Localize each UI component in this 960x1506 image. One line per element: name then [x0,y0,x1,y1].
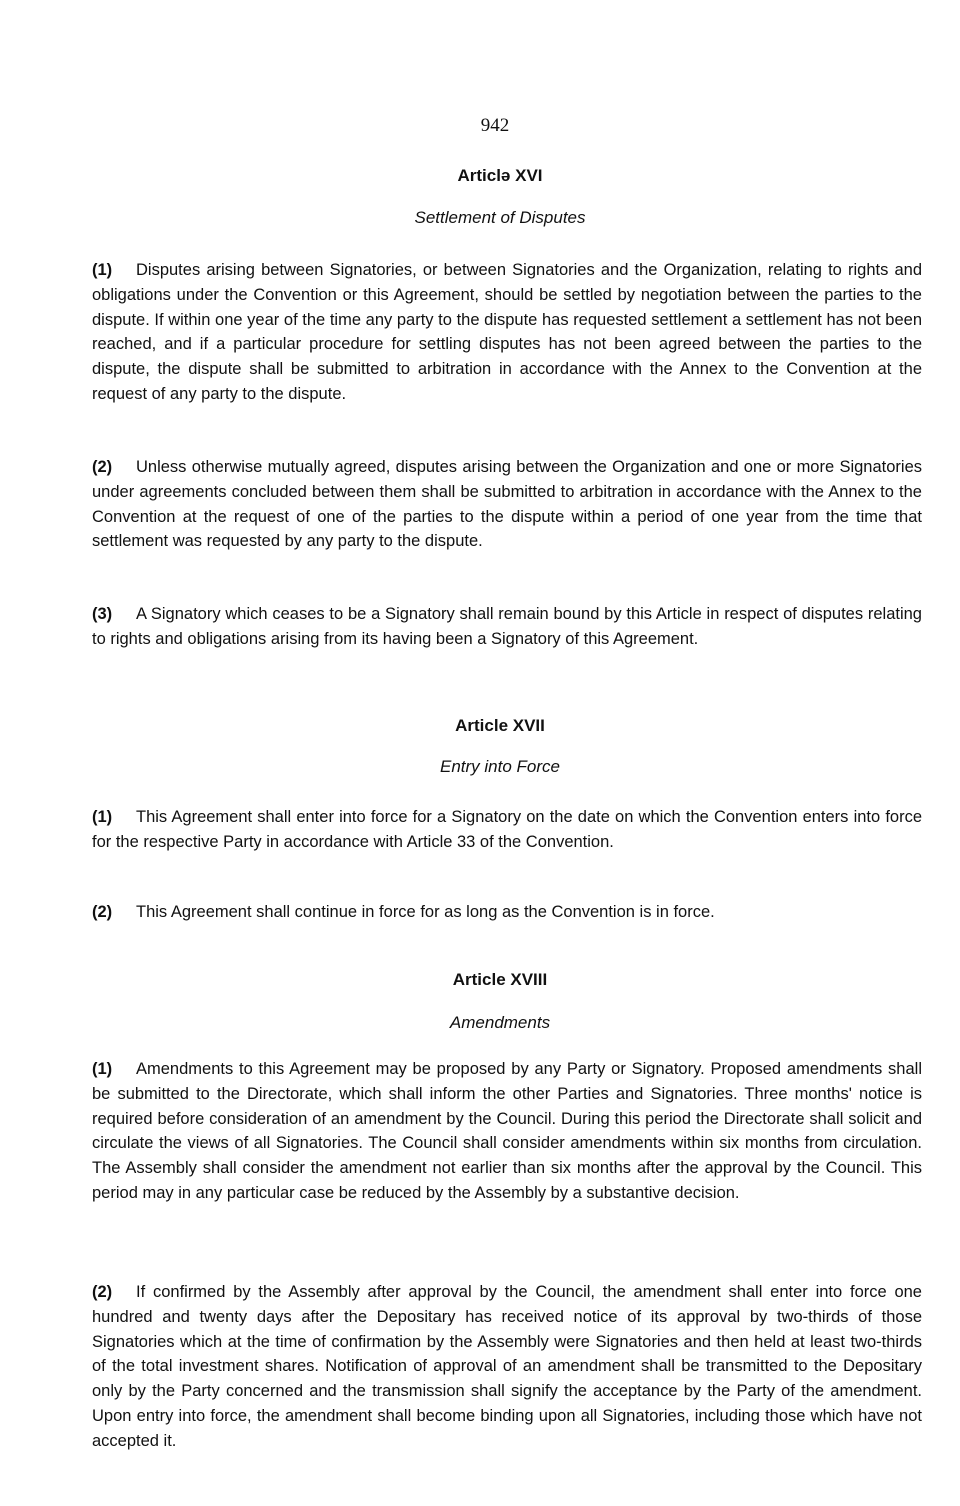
article-xvi-paragraph-2 [92,455,922,554]
paragraph-number: (1) [92,1060,113,1078]
article-xvi-paragraph-1 [92,258,922,407]
article-xvii-title: Article XVII [455,716,545,735]
paragraph-text: Amendments to this Agreement may be proposed by any Party or Signatory. Proposed amendments shall be submitted to the Directorate, which shall inform the other Parties and Signatories. Three months' notice is required before consideration of an amendment by the Council. During this period the Directorate shall solicit and circulate the views of all Signatories. The Council shall consider amendments within six months from circulation. The Assembly shall consider the amendment not earlier than six months after the approval by the Council. This period may in any particular case be reduced by the Assembly by a substantive decision. [92,1060,922,1202]
paragraph-number: (1) [92,261,113,279]
article-xvi-subtitle: Settlement of Disputes [414,208,586,227]
article-xviii-title: Article XVIII [452,970,548,989]
page-number: 942 [480,115,510,136]
article-xvii-paragraph-1 [92,805,922,855]
article-xviii-paragraph-2 [92,1280,922,1454]
paragraph-number: (3) [92,605,113,623]
paragraph-text: Unless otherwise mutually agreed, disputes arising between the Organization and one or more Signatories under agreements concluded between them shall be submitted to arbitration in accordance with the Annex to the Convention at the request of one of the parties to the dispute within a period of one year from the time that settlement was requested by any party to the dispute. [92,458,922,551]
paragraph-number: (2) [92,458,113,476]
paragraph-text: If confirmed by the Assembly after approval by the Council, the amendment shall enter into force one hundred and twenty days after the Depositary has received notice of its approval by two-thirds of those Signatories which at the time of confirmation by the Assembly were Signatories and then held at least two-thirds of the total investment shares. Notification of approval of an amendment shall be transmitted to the Depositary only by the Party concerned and the transmission shall signify the acceptance by the Party of the amendment. Upon entry into force, the amendment shall become binding upon all Signatories, including those which have not accepted it. [92,1283,922,1450]
paragraph-number: (1) [92,808,113,826]
paragraph-text: This Agreement shall enter into force for a Signatory on the date on which the Convention enters into force for the respective Party in accordance with Article 33 of the Convention. [92,808,922,851]
article-xvii-subtitle: Entry into Force [440,757,560,776]
article-xviii-subtitle: Amendments [449,1013,551,1032]
article-xvi-title: Articlə XVI [457,166,543,185]
paragraph-text: Disputes arising between Signatories, or between Signatories and the Organization, relating to rights and obligations under the Convention or this Agreement, should be settled by negotiation between the parties to the dispute. If within one year of the time any party to the dispute has requested settlement a settlement has not been reached, and if a particular procedure for settling disputes has not been agreed between the parties to the dispute, the dispute shall be submitted to arbitration in accordance with the Annex to the Convention at the request of any party to the dispute. [92,261,922,403]
paragraph-text: A Signatory which ceases to be a Signatory shall remain bound by this Article in respect of disputes relating to rights and obligations arising from its having been a Signatory of this Agreement. [92,605,922,648]
paragraph-number: (2) [92,1283,113,1301]
article-xvi-paragraph-3 [92,602,922,652]
paragraph-number: (2) [92,903,113,921]
article-xvii-paragraph-2 [92,900,922,925]
article-xviii-paragraph-1 [92,1057,922,1206]
paragraph-text: This Agreement shall continue in force for as long as the Convention is in force. [136,903,715,921]
